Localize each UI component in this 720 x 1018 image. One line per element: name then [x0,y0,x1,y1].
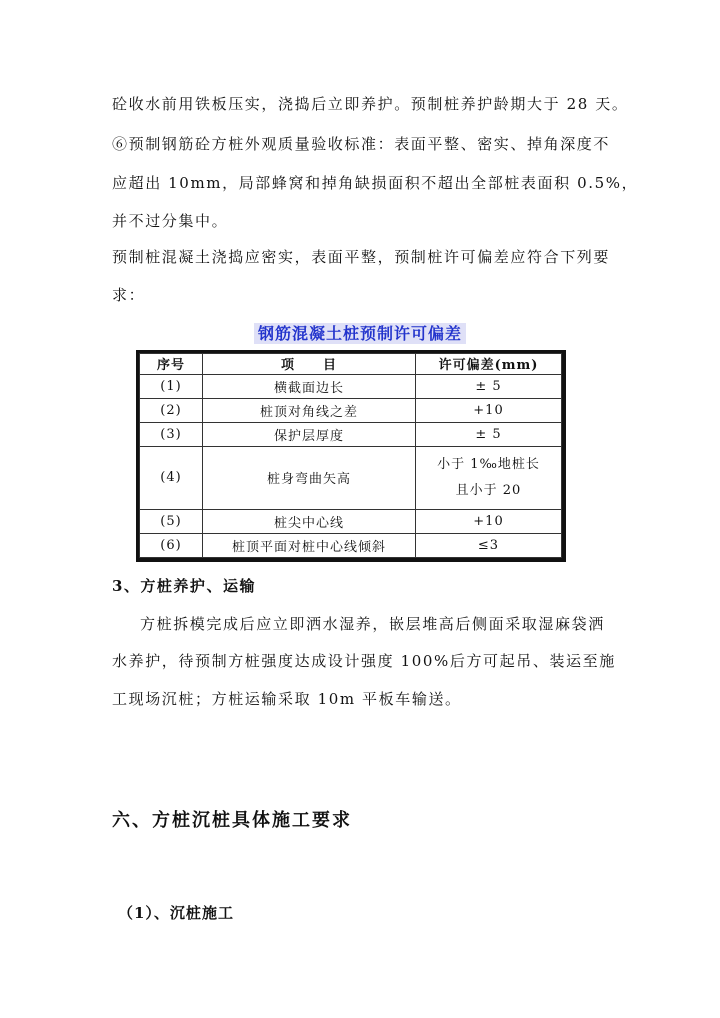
row-tolerance: +10 [416,398,562,422]
section-heading: 3、方桩养护、运输 [112,577,256,595]
paragraph-line: 预制桩混凝土浇捣应密实，表面平整，预制桩许可偏差应符合下列要 [112,248,611,266]
table-title-row [0,321,720,344]
table-header-row [140,354,562,375]
table-title: 钢筋混凝土桩预制许可偏差 [254,323,466,344]
row-item: 保护层厚度 [203,422,416,446]
tolerance-table [136,350,566,562]
table-row [140,534,562,558]
row-no: (4) [140,446,203,509]
paragraph-line: 应超出 10mm，局部蜂窝和掉角缺损面积不超出全部桩表面积 0.5%， [112,174,639,192]
row-item: 桩顶对角线之差 [203,398,416,422]
paragraph-line: 求： [112,286,146,304]
row-tolerance: ≤3 [416,534,562,558]
row-no: (2) [140,398,203,422]
row-tolerance-line1: 小于 1‰地桩长 [437,456,540,472]
header-no: 序号 [140,354,203,375]
row-no: (5) [140,510,203,534]
paragraph-line: 并不过分集中。 [112,212,229,230]
paragraph-line: 砼收水前用铁板压实，浇捣后立即养护。预制桩养护龄期大于 28 天。 [112,95,629,113]
table-row [140,422,562,446]
paragraph-line: 水养护，待预制方桩强度达成设计强度 100%后方可起吊、装运至施 [112,652,616,670]
chapter-heading: 六、方桩沉桩具体施工要求 [112,810,352,831]
row-tolerance-line2: 且小于 20 [455,482,522,498]
row-item: 桩身弯曲矢高 [203,446,416,509]
row-item: 横截面边长 [203,374,416,398]
table-row [140,374,562,398]
table-row [140,446,562,509]
row-no: (3) [140,422,203,446]
subsection-heading: （1）、沉桩施工 [118,904,234,922]
row-no: (6) [140,534,203,558]
row-tolerance [416,446,562,509]
header-tolerance: 许可偏差(mm) [416,354,562,375]
row-item: 桩顶平面对桩中心线倾斜 [203,534,416,558]
paragraph-line: 工现场沉桩；方桩运输采取 10m 平板车输送。 [112,690,462,708]
table-row [140,510,562,534]
row-tolerance: ± 5 [416,374,562,398]
header-item: 项 目 [203,354,416,375]
paragraph-line: ⑥预制钢筋砼方桩外观质量验收标准：表面平整、密实、掉角深度不 [112,135,611,153]
row-tolerance: ± 5 [416,422,562,446]
row-item: 桩尖中心线 [203,510,416,534]
row-no: (1) [140,374,203,398]
paragraph-line: 方桩拆模完成后应立即洒水湿养，嵌层堆高后侧面采取湿麻袋洒 [140,615,605,633]
table-row [140,398,562,422]
row-tolerance: +10 [416,510,562,534]
